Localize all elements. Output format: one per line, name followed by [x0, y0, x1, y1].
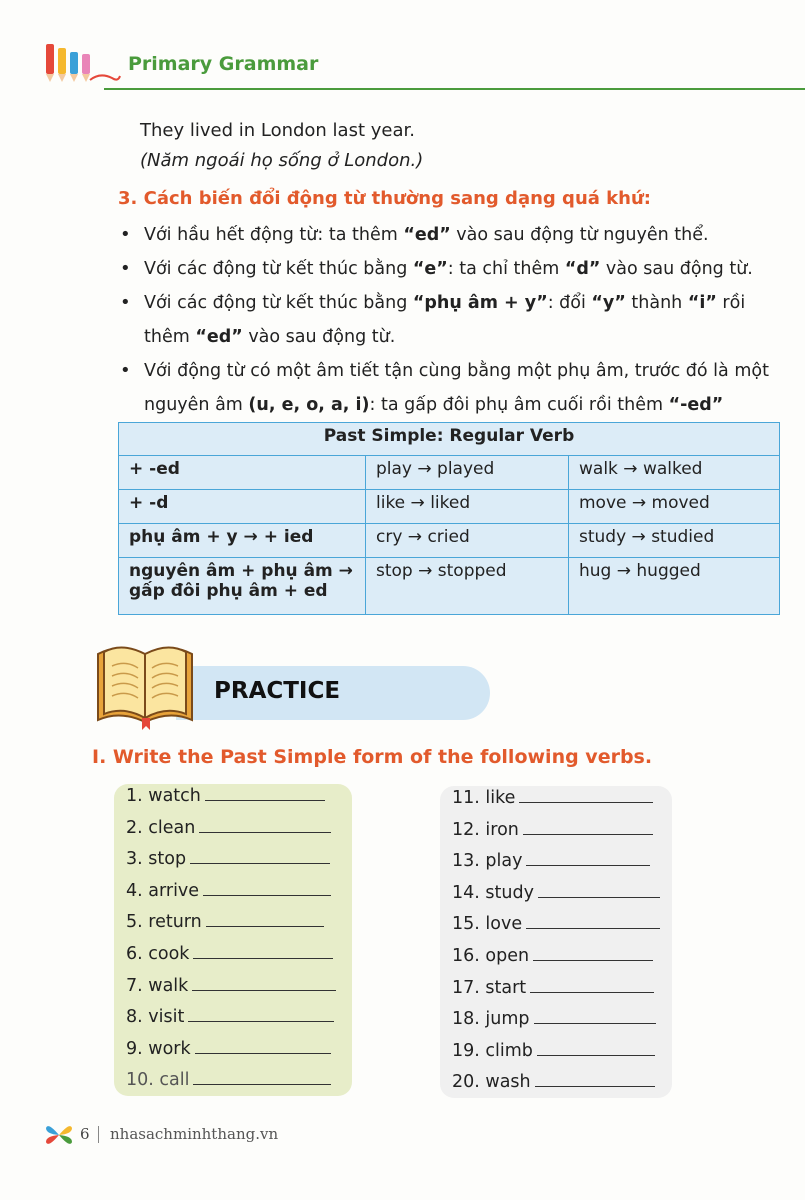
regular-verb-table — [118, 422, 780, 615]
answer-blank[interactable] — [537, 1037, 655, 1056]
example-cell: cry → cried — [366, 524, 569, 558]
rule-bullet-list — [120, 218, 785, 422]
table-row — [119, 456, 780, 490]
open-book-icon — [90, 640, 200, 730]
example-cell: stop → stopped — [366, 558, 569, 615]
list-item: 18. jump — [452, 1005, 660, 1037]
answer-blank[interactable] — [190, 845, 330, 864]
answer-blank[interactable] — [203, 877, 331, 896]
answer-blank[interactable] — [205, 782, 325, 801]
list-item: 3. stop — [126, 845, 336, 877]
exercise-title: I. Write the Past Simple form of the following verbs. — [92, 746, 653, 768]
list-item: 4. arrive — [126, 877, 336, 909]
list-item: 19. climb — [452, 1037, 660, 1069]
page-number: 6 — [80, 1125, 90, 1143]
list-item: 15. love — [452, 910, 660, 942]
answer-blank[interactable] — [535, 1068, 655, 1087]
bullet-item: • Với các động từ kết thúc bằng “e”: ta chỉ thêm “d” vào sau động từ. — [120, 252, 785, 286]
answer-blank[interactable] — [534, 1005, 656, 1024]
answer-blank[interactable] — [526, 910, 660, 929]
answer-blank[interactable] — [519, 784, 653, 803]
example-vietnamese: (Năm ngoái họ sống ở London.) — [140, 150, 424, 171]
list-item: 20. wash — [452, 1068, 660, 1100]
answer-blank[interactable] — [195, 1035, 331, 1054]
rule-cell: phụ âm + y → + ied — [119, 524, 366, 558]
rule-cell: nguyên âm + phụ âm → gấp đôi phụ âm + ed — [119, 558, 366, 615]
publisher-url: nhasachminhthang.vn — [110, 1125, 279, 1143]
answer-blank[interactable] — [188, 1003, 334, 1022]
pencils-icon — [44, 40, 122, 86]
example-cell: study → studied — [569, 524, 780, 558]
answer-blank[interactable] — [193, 1066, 331, 1085]
example-english: They lived in London last year. — [140, 120, 415, 141]
brand-title: Primary Grammar — [128, 53, 319, 75]
table-row — [119, 524, 780, 558]
list-item: 2. clean — [126, 814, 336, 846]
bullet-item: • Với động từ có một âm tiết tận cùng bằng một phụ âm, trước đó là một nguyên âm (u, e, o, a, i): ta gấp đôi phụ âm cuối rồi thêm “-ed” — [120, 354, 785, 422]
list-item: 8. visit — [126, 1003, 336, 1035]
practice-title: PRACTICE — [214, 678, 341, 704]
answer-blank[interactable] — [523, 816, 653, 835]
bullet-item: • Với hầu hết động từ: ta thêm “ed” vào sau động từ nguyên thể. — [120, 218, 785, 252]
answer-blank[interactable] — [530, 974, 654, 993]
list-item: 5. return — [126, 908, 336, 940]
publisher-logo-icon — [44, 1122, 74, 1148]
list-item: 10. call — [126, 1066, 336, 1098]
list-item: 17. start — [452, 974, 660, 1006]
answer-blank[interactable] — [193, 940, 333, 959]
answer-blank[interactable] — [192, 972, 336, 991]
answer-blank[interactable] — [206, 908, 324, 927]
verb-list-left — [126, 782, 336, 1098]
rule-cell: + -ed — [119, 456, 366, 490]
list-item: 9. work — [126, 1035, 336, 1067]
list-item: 13. play — [452, 847, 660, 879]
bullet-item: • Với các động từ kết thúc bằng “phụ âm + y”: đổi “y” thành “i” rồi thêm “ed” vào sau động từ. — [120, 286, 785, 354]
answer-blank[interactable] — [199, 814, 331, 833]
header-divider — [104, 88, 805, 90]
rule-cell: + -d — [119, 490, 366, 524]
table-row — [119, 558, 780, 615]
example-block — [140, 116, 423, 176]
list-item: 11. like — [452, 784, 660, 816]
page-header — [0, 0, 805, 100]
list-item: 7. walk — [126, 972, 336, 1004]
list-item: 16. open — [452, 942, 660, 974]
section-title: 3. Cách biến đổi động từ thường sang dạng quá khứ: — [118, 188, 651, 209]
answer-blank[interactable] — [538, 879, 660, 898]
footer-divider — [98, 1126, 99, 1143]
table-title: Past Simple: Regular Verb — [119, 423, 780, 456]
example-cell: hug → hugged — [569, 558, 780, 615]
list-item: 12. iron — [452, 816, 660, 848]
example-cell: move → moved — [569, 490, 780, 524]
table-header-row — [119, 423, 780, 456]
example-cell: walk → walked — [569, 456, 780, 490]
table-row — [119, 490, 780, 524]
list-item: 1. watch — [126, 782, 336, 814]
list-item: 14. study — [452, 879, 660, 911]
verb-list-right — [452, 784, 660, 1100]
answer-blank[interactable] — [533, 942, 653, 961]
list-item: 6. cook — [126, 940, 336, 972]
example-cell: play → played — [366, 456, 569, 490]
example-cell: like → liked — [366, 490, 569, 524]
answer-blank[interactable] — [526, 847, 650, 866]
